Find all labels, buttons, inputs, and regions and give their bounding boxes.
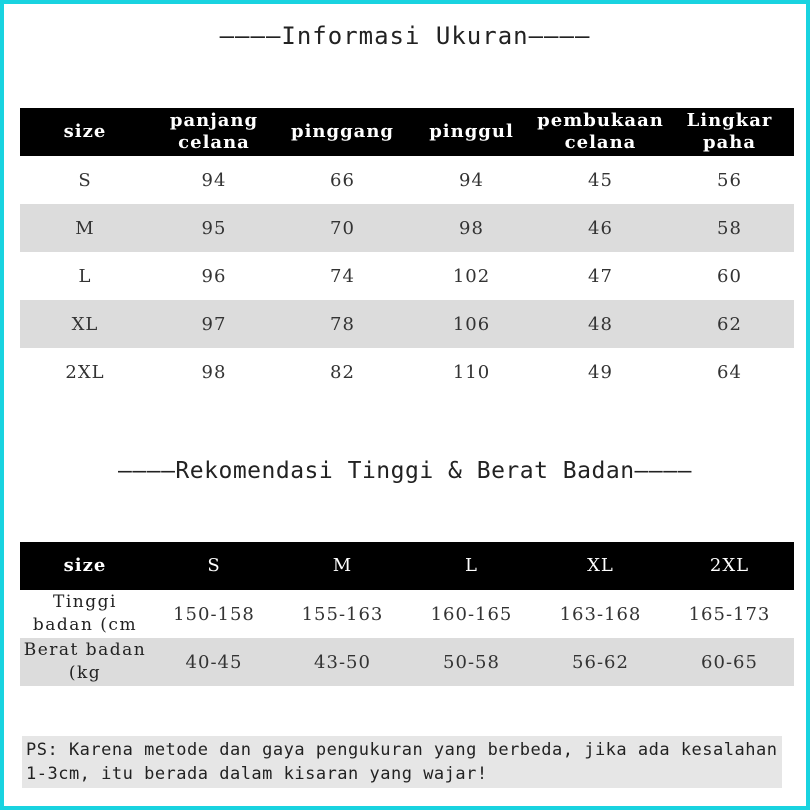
table-cell: 78 (278, 300, 407, 348)
table-cell: 163-168 (559, 603, 642, 625)
col-header-size: size (20, 542, 150, 590)
table-cell: 64 (717, 361, 742, 383)
table-header-row (20, 108, 794, 156)
table-cell: XL (20, 300, 150, 348)
table-cell: 2XL (65, 361, 105, 383)
table-cell: 74 (330, 265, 355, 287)
table-cell: 43-50 (278, 638, 407, 686)
col-header-xl: XL (536, 542, 665, 590)
table-cell: M (20, 204, 150, 252)
table-cell: 56-62 (536, 638, 665, 686)
table-row (20, 156, 794, 204)
size-info-heading: ————Informasi Ukuran———— (219, 22, 591, 50)
table-cell: 110 (452, 361, 491, 383)
table-cell: 70 (278, 204, 407, 252)
col-header-lingkar-paha: Lingkar paha (665, 108, 794, 156)
table-cell: 150-158 (173, 603, 255, 625)
col-header-m: M (278, 542, 407, 590)
table-row (20, 300, 794, 348)
table-cell: 62 (665, 300, 794, 348)
row-label-berat-badan: Berat badan (kg (20, 638, 150, 686)
table-cell: 66 (330, 169, 355, 191)
row-label-tinggi-badan: Tinggi badan (cm (32, 592, 138, 635)
recommendation-heading: ————Rekomendasi Tinggi & Berat Badan———— (118, 458, 692, 484)
table-cell: 155-163 (301, 603, 384, 625)
table-cell: 95 (150, 204, 278, 252)
col-header-size: size (20, 108, 150, 156)
table-cell: 58 (665, 204, 794, 252)
table-cell: 49 (588, 361, 613, 383)
table-cell: 102 (452, 265, 491, 287)
recommendation-table (20, 542, 794, 686)
table-cell: 97 (150, 300, 278, 348)
size-info-table (20, 108, 794, 396)
table-cell: 98 (407, 204, 536, 252)
col-header-l: L (407, 542, 536, 590)
table-cell: 82 (330, 361, 355, 383)
table-cell: 165-173 (688, 603, 771, 625)
measurement-note: PS: Karena metode dan gaya pengukuran yang berbeda, jika ada kesalahan 1-3cm, itu berada dalam kisaran yang wajar! (22, 736, 782, 788)
col-header-pembukaan-celana: pembukaan celana (536, 108, 665, 156)
col-header-s: S (150, 542, 278, 590)
col-header-pinggang: pinggang (278, 108, 407, 156)
table-cell: 60-65 (665, 638, 794, 686)
table-cell: 50-58 (407, 638, 536, 686)
table-cell: 45 (588, 169, 613, 191)
table-header-row (20, 542, 794, 590)
table-cell: 106 (407, 300, 536, 348)
table-cell: 56 (717, 169, 742, 191)
table-cell: 46 (536, 204, 665, 252)
table-row (20, 204, 794, 252)
table-cell: 40-45 (150, 638, 278, 686)
table-cell: 98 (201, 361, 227, 383)
table-cell: 94 (201, 169, 227, 191)
table-cell: 60 (717, 265, 742, 287)
table-cell: 96 (201, 265, 227, 287)
table-row (20, 638, 794, 686)
table-cell: 94 (459, 169, 484, 191)
table-row (20, 590, 794, 638)
table-row (20, 348, 794, 396)
table-cell: 160-165 (430, 603, 513, 625)
col-header-panjang-celana: panjang celana (150, 108, 278, 156)
table-cell: 47 (588, 265, 613, 287)
table-cell: L (78, 265, 92, 287)
col-header-2xl: 2XL (665, 542, 794, 590)
table-cell: S (78, 169, 92, 191)
col-header-pinggul: pinggul (407, 108, 536, 156)
table-row (20, 252, 794, 300)
table-cell: 48 (536, 300, 665, 348)
